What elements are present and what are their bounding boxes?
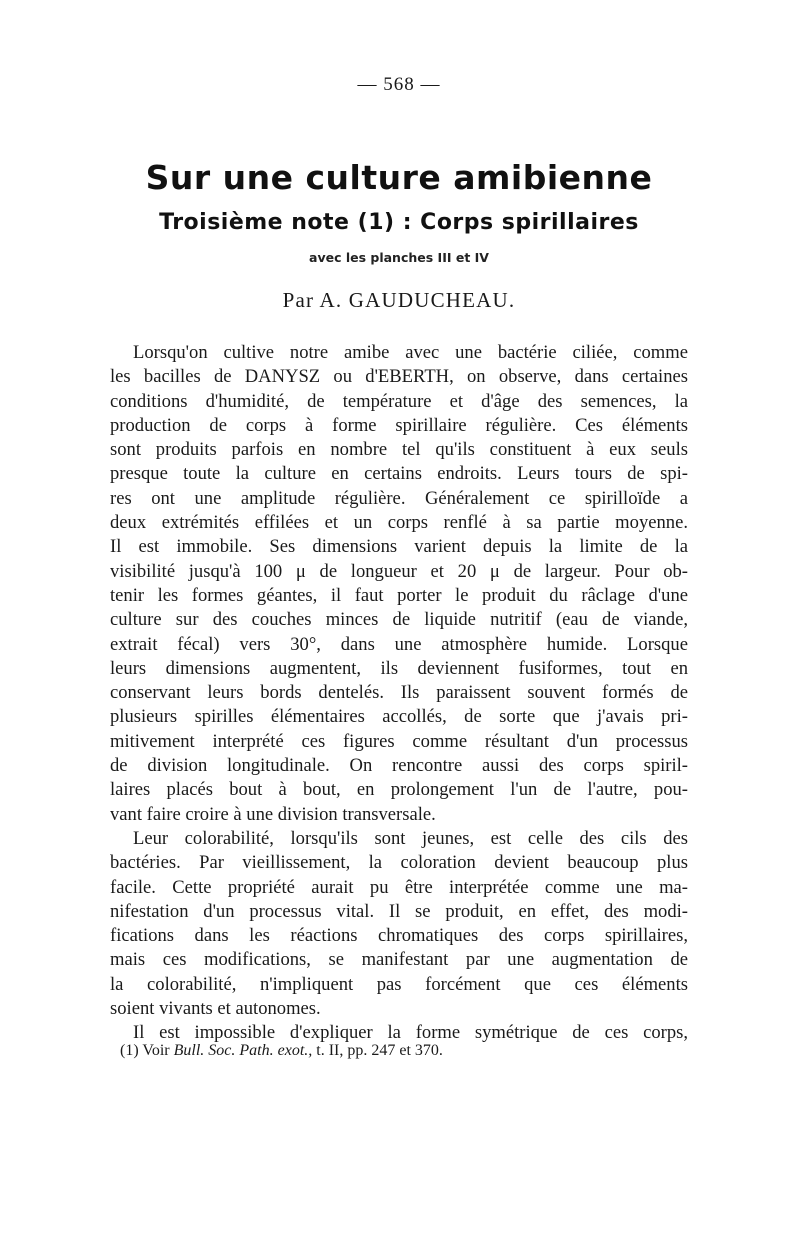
article-subtitle: Troisième note (1) : Corps spirillaires [159,210,639,235]
text-line: de division longitudinale. On rencontre aussi des corps spiril- [110,755,688,777]
text-line: visibilité jusqu'à 100 μ de longueur et 20 μ de largeur. Pour ob- [110,560,688,582]
text-line: mitivement interprété ces figures comme résultant d'un processus [110,730,688,752]
text-line: bactéries. Par vieillissement, la coloration devient beaucoup plus [110,852,688,874]
text-line: res ont une amplitude régulière. Généralement ce spirilloïde a [110,487,688,509]
article-title: Sur une culture amibienne [145,158,653,197]
text-line: Lorsqu'on cultive notre amibe avec une bactérie ciliée, comme [133,342,688,363]
text-line: nifestation d'un processus vital. Il se produit, en effet, des modi- [110,900,688,922]
page-number: — 568 — [357,74,441,95]
paragraph [110,341,688,827]
paragraph [110,827,688,1021]
plates-note: avec les planches III et IV [309,250,489,265]
text-line: extrait fécal) vers 30°, dans une atmosphère humide. Lorsque [110,633,688,655]
text-line: conservant leurs bords dentelés. Ils paraissent souvent formés de [110,682,688,704]
text-line: laires placés bout à bout, en prolongement l'un de l'autre, pou- [110,779,688,801]
text-line: production de corps à forme spirillaire régulière. Ces éléments [110,414,688,436]
text-line: les bacilles de DANYSZ ou d'EBERTH, on observe, dans certaines [110,366,688,388]
text-line: Il est immobile. Ses dimensions varient depuis la limite de la [110,536,688,558]
footnote-marker: (1) Voir [120,1042,170,1059]
text-line: soient vivants et autonomes. [110,998,321,1020]
text-line: conditions d'humidité, de température et d'âge des semences, la [110,390,688,412]
text-line: fications dans les réactions chromatiques des corps spirillaires, [110,925,688,947]
document-page [110,0,688,1253]
article-body [110,341,688,1046]
text-line: leurs dimensions augmentent, ils deviennent fusiformes, tout en [110,657,688,679]
text-line: presque toute la culture en certains endroits. Leurs tours de spi- [110,463,688,485]
footnote-reference: t. II, pp. 247 et 370. [316,1042,443,1059]
text-line: tenir les formes géantes, il faut porter le produit du râclage d'une [110,584,688,606]
text-line: la colorabilité, n'impliquent pas forcément que ces éléments [110,973,688,995]
text-line: facile. Cette propriété aurait pu être interprétée comme une ma- [110,876,688,898]
text-line: deux extrémités effilées et un corps renflé à sa partie moyenne. [110,512,688,534]
text-line: plusieurs spirilles élémentaires accollés, de sorte que j'avais pri- [110,706,688,728]
text-line: culture sur des couches minces de liquide nutritif (eau de viande, [110,609,688,631]
text-line: Il est impossible d'expliquer la forme symétrique de ces corps, [133,1022,688,1044]
text-line: sont produits parfois en nombre tel qu'ils constituent à eux seuls [110,439,688,461]
text-line: Leur colorabilité, lorsqu'ils sont jeunes, est celle des cils des [133,827,688,849]
text-line: vant faire croire à une division transversale. [110,803,436,825]
author-line: Par A. GAUDUCHEAU. [282,288,516,312]
footnote [120,1040,680,1062]
footnote-journal: Bull. Soc. Path. exot., [173,1042,313,1059]
text-line: mais ces modifications, se manifestant par une augmentation de [110,949,688,971]
